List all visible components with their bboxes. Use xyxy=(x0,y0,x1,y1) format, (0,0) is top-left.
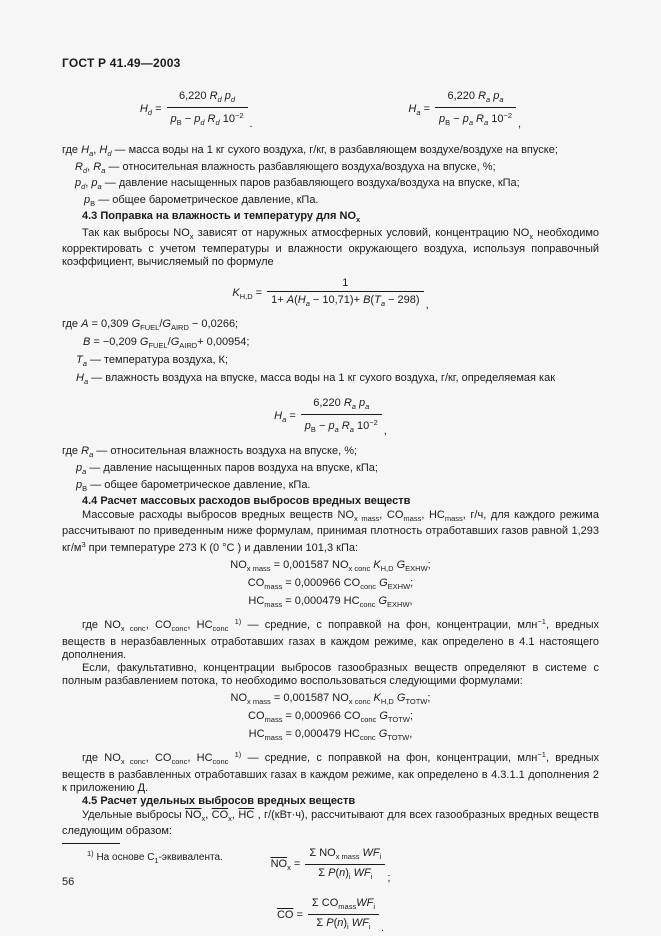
fraction xyxy=(308,897,379,934)
equation-line: $NO_{x mass} = 0,001587$ $NO_{x conc}$ $K_{H,D}$ $G_{EXHW}$; xyxy=(230,559,431,574)
formula-tail: . xyxy=(380,921,385,934)
formula-lhs: $H_a$ = xyxy=(408,103,430,117)
formula-co-specific xyxy=(62,897,599,934)
definitions-list-3 xyxy=(62,445,599,495)
formula-tail: . xyxy=(249,118,253,130)
formula-lhs: $K_{H,D}$ = xyxy=(232,287,263,302)
fraction-numerator: Σ $NO_{x mass}$ $WF_i$ xyxy=(305,847,385,865)
formula-tail: , xyxy=(383,425,387,438)
fraction-denominator: $p_В - p_a$ $R_a$ $10^{-2}$ xyxy=(439,111,513,127)
fraction-denominator: Σ $P(n)_i$ $WF_i$ xyxy=(318,866,373,881)
footnote-text: $^{1)}$ На основе $С_1$-эквивалента. xyxy=(87,849,223,865)
fraction-denominator: Σ $P(n)_i$ $WF_i$ xyxy=(316,916,371,931)
formula-hd-wrap xyxy=(62,90,331,130)
formula-ha-wrap xyxy=(331,90,600,130)
fraction-numerator: 6,220 $R_a$ $p_a$ xyxy=(435,90,516,108)
definition-line: $R_d$, $R_a$ — относительная влажность разбавляющего воздуха/воздуха на впуске, %; xyxy=(75,160,496,175)
footnote-block xyxy=(62,843,599,867)
formula-lhs: $\overline{CO}$ = xyxy=(276,909,303,922)
footnote-rule xyxy=(62,843,120,844)
formula-hd xyxy=(140,90,253,130)
definition-line: где $R_a$ — относительная влажность воздуха на впуске, %; xyxy=(62,445,358,460)
definitions-list-2 xyxy=(62,317,599,389)
formula-tail: , xyxy=(518,118,522,130)
formula-lhs: $H_d$ = xyxy=(139,103,162,117)
definition-line: где $H_a$, $H_d$ — масса воды на 1 кг сухого воздуха, г/кг, в разбавляющем воздухе/воздухе на впуске; xyxy=(62,144,558,158)
paragraph: Массовые расходы выбросов вредных веществ $NO_{x mass}$, $CO_{mass}$, $HC_{mass}$, г/ч, для каждого режима рассчитывают по приведенным ниже формулам, принимая плотность отработавших газов равной 1,293 $кг/м^3$ при температуре 273 К (0 °С ) и давлении 101,3 кПа: xyxy=(62,508,599,555)
definition-line: где A = 0,309 $G_{FUEL}/G_{AIRD} - 0,0266$; xyxy=(62,318,239,333)
fraction-numerator: 6,220 $R_a$ $p_a$ xyxy=(301,397,382,415)
paragraph: Так как выбросы $NO_x$ зависят от наружных атмосферных условий, концентрацию $NO_x$ необходимо корректировать с учетом температуры и влажности окружающего воздуха, используя поправочный коэффициент, вычисляемый по формуле xyxy=(62,226,600,269)
definition-line: $p_d$, $p_a$ — давление насыщенных паров разбавляющего воздуха/воздуха на впуске, кПа; xyxy=(75,177,520,192)
fraction xyxy=(167,90,248,130)
equation-line: $CO_{mass} = 0,000966$ $CO_{conc}$ $G_{EXHW}$; xyxy=(247,577,414,592)
formula-khd xyxy=(62,277,599,311)
equation-line: $HC_{mass} = 0,000479$ $HC_{conc}$ $G_{EXHW}$, xyxy=(248,595,413,610)
fraction-denominator: $p_В - p_a$ $R_a$ $10^{-2}$ xyxy=(304,418,378,435)
section-heading-4-5: 4.5 Расчет удельных выбросов вредных веществ xyxy=(82,795,356,807)
paragraph: где $NO_{x conc}$, $CO_{conc}$, $HC_{conc}$ $^{1)}$ — средние, с поправкой на фон, концентрации, млн$^{-1}$, вредных веществ в неразбавленных отработавших газах в каждом режиме, как определено в 4.1 настоящего дополнения. xyxy=(62,617,599,661)
fraction-numerator: 1 xyxy=(267,277,423,292)
fraction-denominator: $p_В - p_d$ $R_d$ $10^{-2}$ xyxy=(170,111,244,127)
paragraph: Если, факультативно, концентрации выбросов газообразных веществ определяют в системе с полным разбавлением потока, то необходимо воспользоваться следующими формулами: xyxy=(62,661,599,688)
formula-lhs: $H_a$ = xyxy=(274,410,296,425)
formula-tail: , xyxy=(425,299,429,312)
fraction-numerator: 6,220 $R_d$ $p_d$ xyxy=(167,90,248,108)
definition-line: B = −0,209 $G_{FUEL}/G_{AIRD}+ 0,00954$; xyxy=(83,336,250,351)
definition-line: $T_a$ — температура воздуха, К; xyxy=(76,354,229,369)
equation-line: $HC_{mass} = 0,000479$ $HC_{conc}$ $G_{TOTW}$, xyxy=(248,728,413,743)
definition-line: $p_В$ — общее барометрическое давление, кПа. xyxy=(76,478,311,493)
page-number: 56 xyxy=(62,876,75,888)
humidity-formula-pair xyxy=(62,90,599,130)
fraction xyxy=(435,90,516,130)
fraction-denominator: $1+ A(H_a - 10,71)+ B(T_a - 298)$ xyxy=(271,294,420,309)
definitions-list-1 xyxy=(62,144,599,210)
definition-line: $p_a$ — давление насыщенных паров воздуха на впуске, кПа; xyxy=(76,462,378,477)
formula-lhs: $\overline{NO}_x$ = xyxy=(270,858,301,873)
paragraph: где $NO_{x conc}$, $CO_{conc}$, $HC_{conc}$ $^{1)}$ — средние, с поправкой на фон, концентрации, млн$^{-1}$, вредных веществ в разбавленных отработавших газах в каждом режиме, как определено в 4.3.1.1 дополнения 2 к приложению Д. xyxy=(62,750,599,794)
formula-tail: ; xyxy=(387,871,391,884)
definition-line: $p_В$ — общее барометрическое давление, кПа. xyxy=(84,193,319,208)
equation-line: $NO_{x mass} = 0,001587$ $NO_{x conc}$ $K_{H,D}$ $G_{TOTW}$; xyxy=(230,692,431,707)
doc-header: ГОСТ Р 41.49—2003 xyxy=(62,56,181,70)
fraction-numerator: Σ $CO_{mass}WF_i$ xyxy=(308,897,379,915)
formula-ha xyxy=(408,90,521,130)
fraction xyxy=(267,277,423,311)
section-heading-4-3: 4.3 Поправка на влажность и температуру для $NO_x$ xyxy=(82,210,361,225)
equation-line: $CO_{mass} = 0,000966$ $CO_{conc}$ $G_{TOTW}$; xyxy=(248,710,413,725)
mass-equations-exhw xyxy=(62,558,599,612)
mass-equations-totw xyxy=(62,691,599,745)
fraction xyxy=(301,397,382,437)
definition-line: $H_a$ — влажность воздуха на впуске, масса воды на 1 кг сухого воздуха, г/кг, определяемая как xyxy=(76,372,556,387)
section-heading-4-4: 4.4 Расчет массовых расходов выбросов вредных веществ xyxy=(82,495,411,508)
formula-ha-2 xyxy=(62,397,599,437)
paragraph: Удельные выбросы $\overline{NO}_x$, $\overline{CO}_x$, $\overline{HC}$ , г/(кВт·ч), рассчитывают для всех газообразных вредных веществ следующим образом: xyxy=(62,808,599,837)
